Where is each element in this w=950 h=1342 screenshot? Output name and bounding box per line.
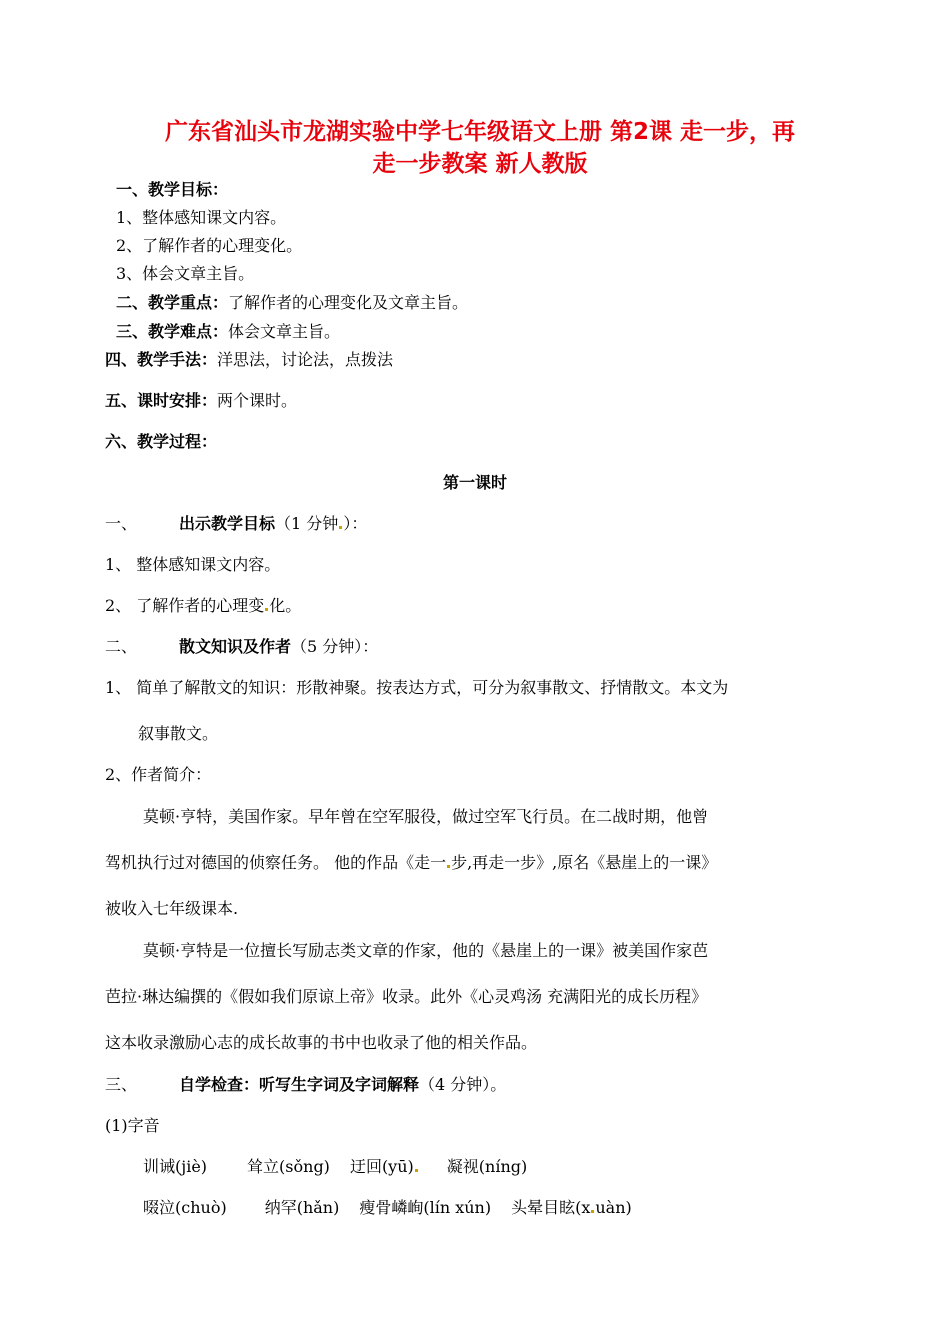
goal-item: 1、整体感知课文内容。	[116, 208, 287, 227]
document-title-line-1: 广东省汕头市龙湖实验中学七年级语文上册 第2课 走一步，再	[164, 119, 796, 145]
difficulty-label: 三、教学难点：	[116, 322, 229, 341]
step1-heading	[105, 512, 367, 536]
vocab-item: 耸立(sǒng)	[247, 1157, 330, 1176]
key-points-text: 了解作者的心理变化及文章主旨。	[228, 293, 469, 312]
author-intro-heading: 2、作者简介：	[105, 765, 212, 784]
schedule-row	[105, 389, 297, 413]
vocab-item: 凝视(níng)	[446, 1157, 528, 1176]
vocab-item: 瘦骨嶙峋(lín xún)	[359, 1198, 492, 1217]
step3-label: 自学检查：听写生字词及字词解释	[179, 1075, 420, 1094]
vocab-item: 训诫(jiè)	[143, 1157, 208, 1176]
vocab-item: 迂回(yū)	[349, 1157, 414, 1176]
document-title-line-2: 走一步教案 新人教版	[372, 151, 588, 177]
prose-knowledge-line: 1、 简单了解散文的知识：形散神聚。按表达方式，可分为叙事散文、抒情散文。本文为	[105, 678, 729, 697]
step3-number: 三、	[105, 1075, 138, 1094]
difficulty-text: 体会文章主旨。	[228, 322, 341, 341]
step1-item-row	[105, 594, 301, 618]
author-bio-line: 驾机执行过对德国的侦察任务。 他的作品《走一	[105, 853, 447, 872]
author-bio-line: 被收入七年级课本.	[105, 899, 239, 918]
lesson-heading: 第一课时	[442, 473, 507, 492]
key-points-row	[116, 291, 468, 315]
goal-item: 2、了解作者的心理变化。	[116, 236, 303, 255]
key-points-label: 二、教学重点：	[116, 293, 229, 312]
methods-row	[105, 348, 393, 372]
mark-dot	[415, 1169, 418, 1172]
pronunciation-subheading: (1)字音	[105, 1116, 160, 1135]
step1-tail: ）：	[343, 514, 368, 533]
author-bio-line: 莫顿·亨特，美国作家。早年曾在空军服役，做过空军飞行员。在二战时期，他曾	[143, 807, 709, 826]
goal-item: 3、体会文章主旨。	[116, 264, 255, 283]
step1-time: （1 分钟	[275, 514, 339, 533]
mark-dot	[339, 526, 342, 529]
step1-number: 一、	[105, 514, 138, 533]
vocab-item-end: uàn)	[595, 1198, 632, 1217]
step3-time: （4 分钟）。	[419, 1075, 507, 1094]
mark-dot	[591, 1210, 594, 1213]
vocab-row	[143, 1196, 632, 1220]
step1-item: 1、 整体感知课文内容。	[105, 555, 281, 574]
step2-number: 二、	[105, 637, 138, 656]
vocab-item: 纳罕(hǎn)	[264, 1198, 340, 1217]
step3-heading	[105, 1073, 506, 1097]
step2-heading	[105, 635, 378, 659]
author-bio-row	[105, 851, 717, 875]
prose-knowledge-line: 叙事散文。	[138, 724, 219, 743]
author-bio-line: 芭拉·琳达编撰的《假如我们原谅上帝》收录。此外《心灵鸡汤 充满阳光的成长历程》	[105, 987, 708, 1006]
author-bio-line: 莫顿·亨特是一位擅长写励志类文章的作家，他的《悬崖上的一课》被美国作家芭	[143, 941, 709, 960]
mark-dot	[265, 608, 268, 611]
vocab-item: 啜泣(chuò)	[143, 1198, 227, 1217]
difficulty-row	[116, 320, 340, 344]
mark-dot	[447, 865, 450, 868]
schedule-text: 两个课时。	[217, 391, 298, 410]
step2-time: （5 分钟）：	[291, 637, 379, 656]
step2-label: 散文知识及作者	[179, 637, 292, 656]
step1-item-end: 化。	[269, 596, 302, 615]
section-heading-goals: 一、教学目标：	[116, 180, 229, 199]
methods-text: 洋思法，讨论法，点拨法	[217, 350, 394, 369]
step1-item: 2、 了解作者的心理变	[105, 596, 265, 615]
schedule-label: 五、课时安排：	[105, 391, 218, 410]
vocab-item: 头晕目眩(x	[511, 1198, 591, 1217]
methods-label: 四、教学手法：	[105, 350, 218, 369]
author-bio-line: 步,再走一步》,原名《悬崖上的一课》	[451, 853, 718, 872]
step1-label: 出示教学目标	[179, 514, 276, 533]
vocab-row	[143, 1155, 527, 1179]
section-heading-process: 六、教学过程：	[105, 432, 218, 451]
author-bio-line: 这本收录激励心志的成长故事的书中也收录了他的相关作品。	[105, 1033, 538, 1052]
